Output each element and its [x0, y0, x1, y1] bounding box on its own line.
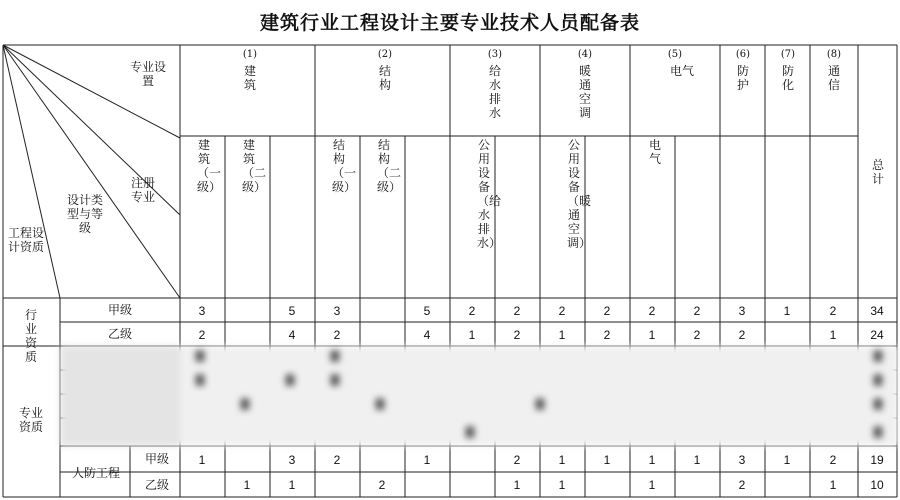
table-cell: 2: [693, 304, 701, 318]
table-cell: 3: [333, 304, 341, 318]
page-title: 建筑行业工程设计主要专业技术人员配备表: [259, 12, 640, 34]
table-cell: 1: [829, 478, 837, 492]
table-cell: 10: [870, 478, 884, 492]
table-cell: [362, 448, 402, 472]
row-label-hangye-yi: 乙级: [107, 327, 132, 341]
table-cell: [767, 474, 807, 496]
row-label-zhuanye-zizhi: 专业资质: [18, 406, 43, 434]
table-cell: 2: [829, 453, 837, 467]
sub-header-total: 总计: [871, 158, 884, 186]
table-cell: 1: [603, 453, 611, 467]
table-cell: [182, 474, 222, 496]
table-cell: 2: [468, 304, 476, 318]
table-cell: 1: [783, 453, 791, 467]
table-cell: 2: [558, 304, 566, 318]
table-cell: [227, 448, 267, 472]
table-cell: 1: [198, 453, 206, 467]
row-label-renfang: 人防工程: [71, 466, 120, 480]
table-cell: [452, 448, 492, 472]
table-cell: 4: [423, 328, 431, 342]
table-cell: 2: [198, 328, 206, 342]
sub-header-jiegou-2: 结构（二级）: [377, 138, 402, 194]
table-cell: 3: [198, 304, 206, 318]
header-sheji-leixing: 设计类型与等级: [66, 193, 103, 235]
header-zhuce-zhuanye: 注册专业: [130, 176, 155, 204]
table-cell: 4: [288, 328, 296, 342]
table-cell: [227, 300, 267, 322]
table-cell: 2: [738, 478, 746, 492]
sub-header-gongyong-nuantong: 公用设备（暖通空调）: [567, 138, 592, 250]
table-cell: 1: [468, 328, 476, 342]
table-cell: 2: [693, 328, 701, 342]
table-cell: [767, 324, 807, 346]
table-cell: 3: [738, 453, 746, 467]
table-cell: [452, 474, 492, 496]
obscured-region: ▇ ▇ ▇ ▇ ▇ ▇ ▇ ▇ ▇ ▇ ▇ ▇ ▇: [60, 346, 898, 446]
table-cell: 1: [423, 453, 431, 467]
row-label-renfang-yi: 乙级: [144, 478, 169, 492]
table-cell: [362, 300, 402, 322]
table-cell: 1: [783, 304, 791, 318]
table-cell: 2: [603, 304, 611, 318]
row-label-hangye-jia: 甲级: [107, 303, 132, 317]
table-cell: [677, 474, 717, 496]
table-cell: 1: [558, 478, 566, 492]
table-cell: 1: [648, 478, 656, 492]
table-cell: 1: [558, 328, 566, 342]
table-cell: 1: [648, 328, 656, 342]
table-cell: [317, 474, 357, 496]
table-cell: 1: [648, 453, 656, 467]
table-cell: 1: [243, 478, 251, 492]
table-cell: 34: [870, 304, 884, 318]
table-cell: 3: [288, 453, 296, 467]
table-cell: 24: [870, 328, 884, 342]
table-cell: 2: [333, 453, 341, 467]
sub-header-gongyong-geishui: 公用设备（给水排水）: [477, 138, 502, 250]
table-cell: [362, 324, 402, 346]
table-cell: [407, 474, 447, 496]
header-gongcheng-zizhi: 工程设计资质: [8, 226, 45, 254]
table-cell: 2: [513, 304, 521, 318]
table-cell: [227, 324, 267, 346]
table-cell: 2: [603, 328, 611, 342]
table-cell: 1: [288, 478, 296, 492]
row-label-hangye-zizhi: 行业资质: [24, 308, 37, 364]
table-cell: 1: [829, 328, 837, 342]
table-cell: 19: [870, 453, 884, 467]
table-cell: 2: [738, 328, 746, 342]
table-cell: 2: [513, 328, 521, 342]
header-zhuanye-shezhi: 专业设置: [129, 60, 166, 88]
table-cell: 2: [333, 328, 341, 342]
table-cell: 2: [378, 478, 386, 492]
table-cell: 2: [513, 453, 521, 467]
table-cell: 5: [288, 304, 296, 318]
table-cell: 2: [648, 304, 656, 318]
sub-header-jianzhu-1: 建筑（一级）: [197, 138, 222, 194]
table-cell: 1: [513, 478, 521, 492]
table-cell: 2: [829, 304, 837, 318]
row-label-renfang-jia: 甲级: [144, 452, 169, 466]
sub-header-jianzhu-2: 建筑（二级）: [242, 138, 267, 194]
table-cell: [587, 474, 627, 496]
sub-header-jiegou-1: 结构（一级）: [332, 138, 357, 194]
table-cell: 3: [738, 304, 746, 318]
sub-header-dianqi: 电气: [648, 138, 661, 166]
table-cell: 1: [693, 453, 701, 467]
table-cell: 5: [423, 304, 431, 318]
table-cell: 1: [558, 453, 566, 467]
